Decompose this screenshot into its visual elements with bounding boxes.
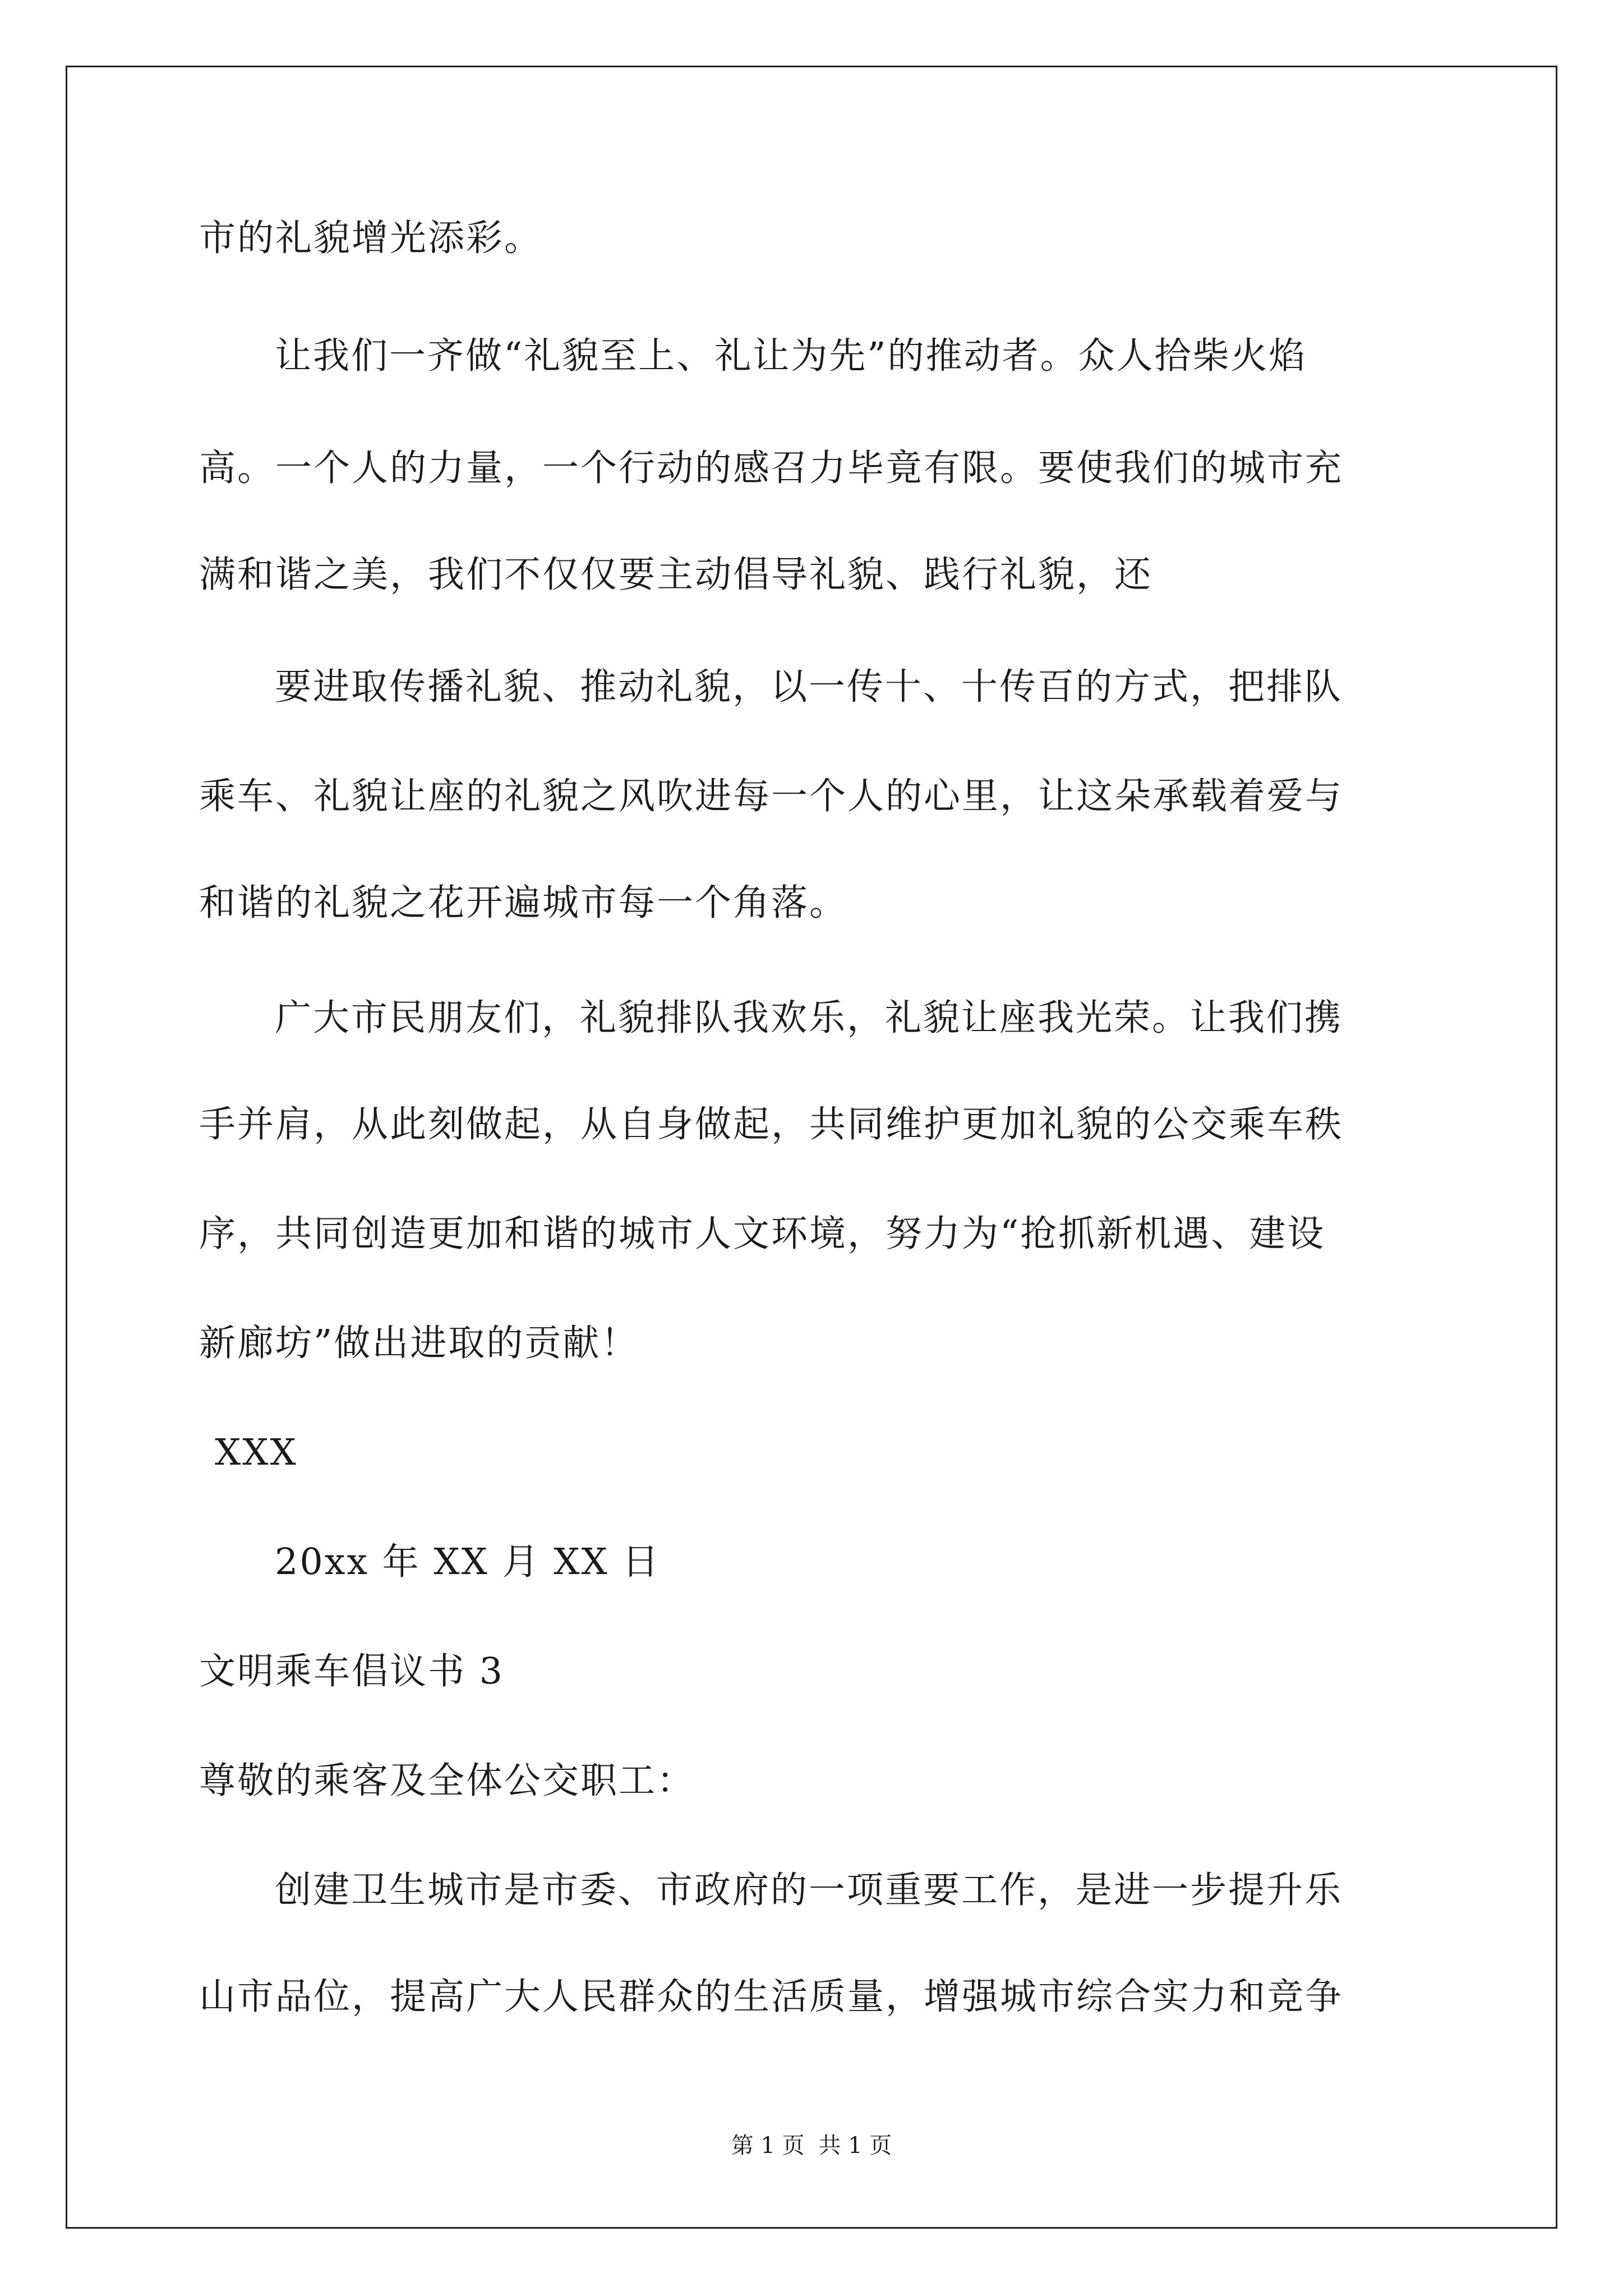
signature-line: XXX	[215, 1432, 298, 1474]
page-number: 第 1 页	[731, 2133, 805, 2159]
text-line-5: 要进取传播礼貌、推动礼貌，以一传十、十传百的方式，把排队	[275, 666, 1343, 708]
text-line-7: 和谐的礼貌之花开遍城市每一个角落。	[199, 882, 848, 924]
text-line-11: 新廊坊”做出进取的贡献！	[199, 1322, 639, 1364]
text-line-6: 乘车、礼貌让座的礼貌之风吹进每一个人的心里，让这朵承载着爱与	[199, 775, 1344, 817]
page-footer	[0, 2132, 1623, 2160]
text-line-2: 让我们一齐做“礼貌至上、礼让为先”的推动者。众人拾柴火焰	[275, 335, 1307, 377]
date-line: 20xx 年 XX 月 XX 日	[275, 1541, 661, 1583]
text-line-17: 山市品位，提高广大人民群众的生活质量，增强城市综合实力和竞争	[199, 1976, 1344, 2018]
section-title: 文明乘车倡议书 3	[199, 1650, 505, 1692]
text-line-9: 手并肩，从此刻做起，从自身做起，共同维护更加礼貌的公交乘车秩	[199, 1103, 1344, 1145]
text-line-8: 广大市民朋友们，礼貌排队我欢乐，礼貌让座我光荣。让我们携	[275, 997, 1343, 1039]
text-line-16: 创建卫生城市是市委、市政府的一项重要工作，是进一步提升乐	[275, 1869, 1343, 1911]
text-line-3: 高。一个人的力量，一个行动的感召力毕竟有限。要使我们的城市充	[199, 447, 1344, 489]
page-total: 共 1 页	[818, 2133, 892, 2159]
text-line-1: 市的礼貌增光添彩。	[199, 217, 543, 259]
text-line-4: 满和谐之美，我们不仅仅要主动倡导礼貌、践行礼貌，还	[199, 554, 1153, 596]
text-line-10: 序，共同创造更加和谐的城市人文环境，努力为“抢抓新机遇、建设	[199, 1213, 1326, 1255]
salutation-line: 尊敬的乘客及全体公交职工：	[199, 1760, 695, 1802]
